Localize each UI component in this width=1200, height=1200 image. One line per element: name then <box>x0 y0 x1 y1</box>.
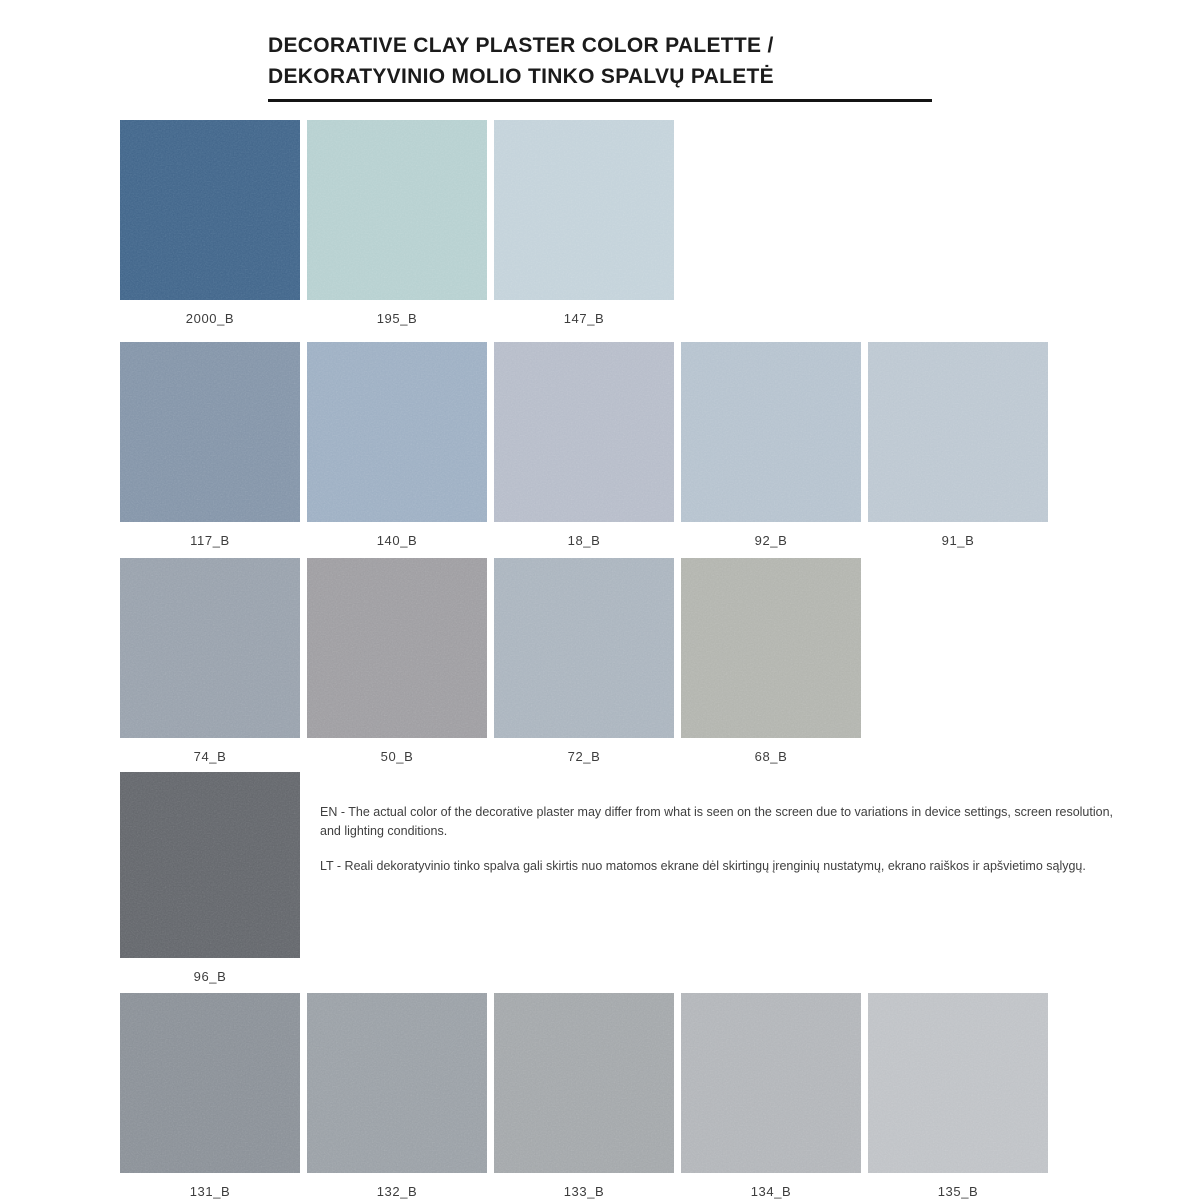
swatch-117_B <box>120 342 300 522</box>
title-underline <box>268 99 932 102</box>
plaster-texture <box>120 772 300 958</box>
swatch-cell <box>494 342 674 548</box>
plaster-texture <box>494 993 674 1173</box>
swatch-label: 133_B <box>563 1184 605 1199</box>
swatch-2000_B <box>120 120 300 300</box>
plaster-texture <box>307 993 487 1173</box>
swatch-cell <box>307 993 487 1199</box>
plaster-texture <box>494 120 674 300</box>
disclaimer-lt: LT - Reali dekoratyvinio tinko spalva gali skirtis nuo matomos ekrane dėl skirtingų įrenginių nustatymų, ekrano raiškos ir apšvietimo sąlygų. <box>320 859 1086 873</box>
swatch-195_B <box>307 120 487 300</box>
swatch-cell <box>307 120 487 326</box>
swatch-row-3 <box>120 558 861 764</box>
plaster-texture <box>307 558 487 738</box>
plaster-texture <box>494 342 674 522</box>
swatch-row-2 <box>120 342 1048 548</box>
plaster-texture <box>681 558 861 738</box>
plaster-texture <box>681 342 861 522</box>
swatch-row-1 <box>120 120 674 326</box>
swatch-91_B <box>868 342 1048 522</box>
plaster-texture <box>868 993 1048 1173</box>
plaster-texture <box>681 993 861 1173</box>
plaster-texture <box>120 342 300 522</box>
swatch-cell <box>494 558 674 764</box>
swatch-cell <box>120 993 300 1199</box>
swatch-label: 91_B <box>941 533 975 548</box>
swatch-cell <box>120 558 300 764</box>
swatch-label: 50_B <box>380 749 414 764</box>
swatch-50_B <box>307 558 487 738</box>
swatch-label: 117_B <box>190 533 230 548</box>
swatch-cell <box>120 120 300 326</box>
swatch-92_B <box>681 342 861 522</box>
disclaimer <box>320 803 1120 893</box>
plaster-texture <box>868 342 1048 522</box>
plaster-texture <box>120 993 300 1173</box>
swatch-label: 140_B <box>376 533 418 548</box>
swatch-cell <box>681 993 861 1199</box>
swatch-row-4 <box>120 772 300 984</box>
plaster-texture <box>307 342 487 522</box>
swatch-140_B <box>307 342 487 522</box>
swatch-cell <box>120 772 300 984</box>
swatch-135_B <box>868 993 1048 1173</box>
swatch-96_B <box>120 772 300 958</box>
swatch-68_B <box>681 558 861 738</box>
plaster-texture <box>120 558 300 738</box>
swatch-cell <box>307 558 487 764</box>
document-header <box>268 30 932 102</box>
swatch-row-5 <box>120 993 1048 1199</box>
swatch-18_B <box>494 342 674 522</box>
plaster-texture <box>120 120 300 300</box>
swatch-133_B <box>494 993 674 1173</box>
page-title-en: DECORATIVE CLAY PLASTER COLOR PALETTE / <box>268 34 774 57</box>
swatch-label: 135_B <box>937 1184 979 1199</box>
swatch-cell <box>494 993 674 1199</box>
swatch-label: 132_B <box>376 1184 418 1199</box>
swatch-cell <box>494 120 674 326</box>
swatch-label: 18_B <box>567 533 601 548</box>
swatch-cell <box>681 558 861 764</box>
swatch-label: 195_B <box>376 311 418 326</box>
swatch-74_B <box>120 558 300 738</box>
swatch-label: 134_B <box>750 1184 792 1199</box>
swatch-134_B <box>681 993 861 1173</box>
swatch-cell <box>307 342 487 548</box>
swatch-label: 147_B <box>563 311 605 326</box>
swatch-label: 72_B <box>567 749 601 764</box>
plaster-texture <box>494 558 674 738</box>
swatch-label: 92_B <box>754 533 788 548</box>
swatch-cell <box>120 342 300 548</box>
swatch-147_B <box>494 120 674 300</box>
disclaimer-en: EN - The actual color of the decorative plaster may differ from what is seen on the screen due to variations in device settings, screen resolution, and lighting conditions. <box>320 805 1113 838</box>
swatch-cell <box>868 993 1048 1199</box>
swatch-label: 96_B <box>193 969 227 984</box>
swatch-label: 68_B <box>754 749 788 764</box>
plaster-texture <box>307 120 487 300</box>
swatch-131_B <box>120 993 300 1173</box>
swatch-cell <box>868 342 1048 548</box>
swatch-label: 2000_B <box>185 311 235 326</box>
swatch-label: 74_B <box>193 749 227 764</box>
swatch-132_B <box>307 993 487 1173</box>
page-title-lt: DEKORATYVINIO MOLIO TINKO SPALVŲ PALETĖ <box>268 65 774 88</box>
swatch-72_B <box>494 558 674 738</box>
swatch-label: 131_B <box>189 1184 231 1199</box>
swatch-cell <box>681 342 861 548</box>
